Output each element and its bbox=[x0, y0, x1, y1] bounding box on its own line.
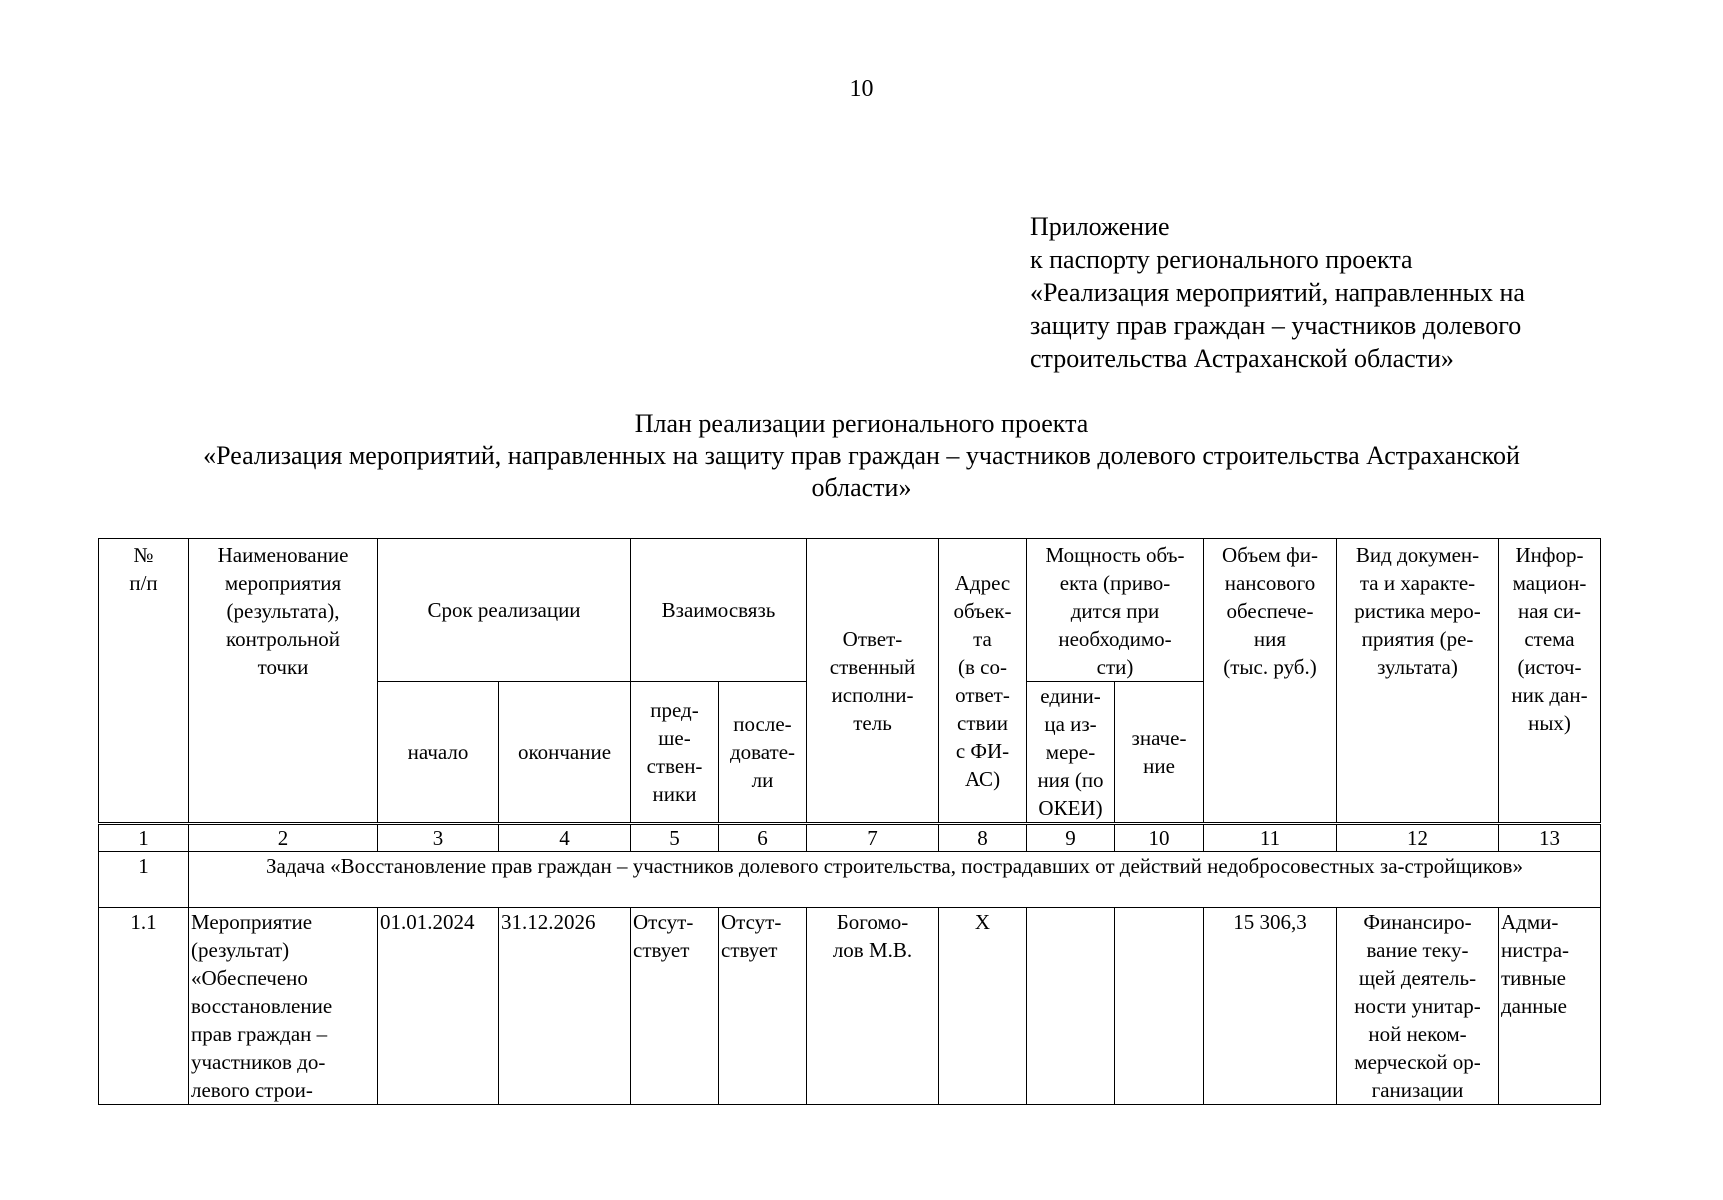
text-line: ристика меро- bbox=[1354, 599, 1481, 623]
header-name bbox=[189, 539, 378, 824]
text-line: исполни- bbox=[831, 682, 914, 707]
text-line: Финансиро- bbox=[1363, 910, 1472, 934]
header-info-system bbox=[1499, 539, 1601, 824]
column-number: 13 bbox=[1499, 824, 1601, 852]
text-line: Наименование bbox=[217, 543, 349, 567]
text-line: необходимо- bbox=[1058, 627, 1172, 651]
row-info-system bbox=[1499, 908, 1601, 1105]
text-line: приятия (ре- bbox=[1361, 627, 1474, 651]
text-line: ше- bbox=[658, 726, 691, 750]
row-finance: 15 306,3 bbox=[1204, 908, 1337, 1105]
text-line: тель bbox=[853, 710, 892, 735]
appendix-line: строительства Астраханской области» bbox=[1030, 344, 1454, 373]
text-line: Богомо- bbox=[836, 910, 909, 934]
text-line: щей деятель- bbox=[1358, 966, 1477, 990]
header-link-prev bbox=[631, 682, 719, 824]
text-line: ОКЕИ) bbox=[1038, 796, 1103, 820]
text-line: Объем фи- bbox=[1222, 543, 1318, 567]
plan-title bbox=[80, 408, 1643, 504]
text-line: (в со- bbox=[958, 654, 1007, 679]
text-line: ник дан- bbox=[1511, 683, 1588, 707]
plan-table bbox=[98, 538, 1601, 1105]
column-number: 1 bbox=[99, 824, 189, 852]
text-line: ответ- bbox=[955, 682, 1010, 707]
column-number: 4 bbox=[499, 824, 631, 852]
text-line: та bbox=[973, 626, 992, 651]
text-line: ная си- bbox=[1517, 599, 1582, 623]
text-line: (результат) bbox=[191, 938, 290, 962]
text-line: Инфор- bbox=[1515, 543, 1584, 567]
text-line: зультата) bbox=[1377, 655, 1458, 679]
text-line: АС) bbox=[964, 766, 1001, 791]
text-line: Адрес bbox=[954, 570, 1011, 595]
header-term-start: начало bbox=[378, 682, 499, 824]
text-line: ствии bbox=[957, 710, 1008, 735]
text-line: (тыс. руб.) bbox=[1223, 655, 1317, 679]
row-end: 31.12.2026 bbox=[499, 908, 631, 1105]
row-name bbox=[189, 908, 378, 1105]
appendix-block bbox=[1030, 210, 1670, 375]
text-line: восстановление bbox=[191, 994, 333, 1018]
appendix-line: защиту прав граждан – участников долевого bbox=[1030, 311, 1522, 340]
text-line: ние bbox=[1143, 754, 1175, 778]
row-cap-value bbox=[1115, 908, 1204, 1105]
text-line: Вид докумен- bbox=[1355, 543, 1480, 567]
column-number: 8 bbox=[939, 824, 1027, 852]
appendix-line: «Реализация мероприятий, направленных на bbox=[1030, 278, 1525, 307]
appendix-line: Приложение bbox=[1030, 212, 1170, 241]
text-line: стема bbox=[1524, 627, 1575, 651]
text-line: Мероприятие bbox=[191, 910, 313, 934]
column-number: 10 bbox=[1115, 824, 1204, 852]
text-line: ния bbox=[1253, 627, 1287, 651]
text-line: обеспече- bbox=[1226, 599, 1314, 623]
text-line: Мощность объ- bbox=[1045, 543, 1185, 567]
text-line: екта (приво- bbox=[1059, 571, 1171, 595]
header-term-end: окончание bbox=[499, 682, 631, 824]
task-num: 1 bbox=[99, 852, 189, 908]
row-address: X bbox=[939, 908, 1027, 1105]
header-link-next bbox=[719, 682, 807, 824]
text-line: Отсут- bbox=[633, 910, 694, 934]
text-line: № bbox=[133, 543, 154, 567]
column-number: 3 bbox=[378, 824, 499, 852]
text-line: мероприятия bbox=[224, 571, 342, 595]
plan-title-line: области» bbox=[811, 473, 912, 502]
text-line: после- bbox=[733, 712, 792, 736]
appendix-line: к паспорту регионального проекта bbox=[1030, 245, 1413, 274]
text-line: мерческой ор- bbox=[1354, 1050, 1481, 1074]
header-term: Срок реализации bbox=[378, 539, 631, 682]
text-line: пред- bbox=[650, 698, 699, 722]
row-responsible bbox=[807, 908, 939, 1105]
row-prev bbox=[631, 908, 719, 1105]
column-number: 5 bbox=[631, 824, 719, 852]
row-next bbox=[719, 908, 807, 1105]
text-line: Отсут- bbox=[721, 910, 782, 934]
plan-title-line: План реализации регионального проекта bbox=[634, 409, 1089, 438]
text-line: дится при bbox=[1070, 599, 1160, 623]
text-line: точки bbox=[257, 655, 309, 679]
row-num: 1.1 bbox=[99, 908, 189, 1105]
text-line: с ФИ- bbox=[955, 738, 1010, 763]
header-cap-value bbox=[1115, 682, 1204, 824]
text-line: Ответ- bbox=[842, 626, 903, 651]
column-number: 11 bbox=[1204, 824, 1337, 852]
text-line: ствен- bbox=[646, 754, 703, 778]
text-line: тивные bbox=[1501, 966, 1566, 990]
text-line: едини- bbox=[1040, 684, 1101, 708]
text-line: ники bbox=[652, 782, 697, 806]
text-line: Адми- bbox=[1501, 910, 1559, 934]
row-start: 01.01.2024 bbox=[378, 908, 499, 1105]
text-line: ственный bbox=[829, 654, 916, 679]
column-number: 12 bbox=[1337, 824, 1499, 852]
header-capacity bbox=[1027, 539, 1204, 682]
text-line: сти) bbox=[1096, 655, 1134, 679]
text-line: контрольной bbox=[225, 627, 341, 651]
header-doc-type bbox=[1337, 539, 1499, 824]
text-line: прав граждан – bbox=[191, 1022, 328, 1046]
text-line: лов М.В. bbox=[832, 938, 913, 962]
text-line: ли bbox=[751, 768, 774, 792]
text-line: «Обеспечено bbox=[191, 966, 308, 990]
column-number: 9 bbox=[1027, 824, 1115, 852]
task-text: Задача «Восстановление прав граждан – участников долевого строительства, пострадавших от действий недобросовестных за-стройщиков» bbox=[189, 852, 1601, 908]
text-line: (источ- bbox=[1517, 655, 1582, 679]
text-line: ных) bbox=[1528, 711, 1571, 735]
header-num bbox=[99, 539, 189, 824]
text-line: ца из- bbox=[1044, 712, 1097, 736]
text-line: мацион- bbox=[1512, 571, 1587, 595]
row-cap-unit bbox=[1027, 908, 1115, 1105]
text-line: участников до- bbox=[191, 1050, 326, 1074]
text-line: довате- bbox=[729, 740, 796, 764]
text-line: ности унитар- bbox=[1354, 994, 1481, 1018]
row-doc-type bbox=[1337, 908, 1499, 1105]
header-finance bbox=[1204, 539, 1337, 824]
plan-title-line: «Реализация мероприятий, направленных на защиту прав граждан – участников долевого строительства Астраханской bbox=[203, 441, 1520, 470]
header-link: Взаимосвязь bbox=[631, 539, 807, 682]
text-line: мере- bbox=[1045, 740, 1096, 764]
column-number: 2 bbox=[189, 824, 378, 852]
header-cap-unit bbox=[1027, 682, 1115, 824]
text-line: значе- bbox=[1131, 726, 1187, 750]
text-line: п/п bbox=[129, 571, 158, 595]
text-line: ния (по bbox=[1037, 768, 1104, 792]
text-line: ной неком- bbox=[1368, 1022, 1467, 1046]
column-number: 6 bbox=[719, 824, 807, 852]
text-line: нистра- bbox=[1501, 938, 1570, 962]
text-line: данные bbox=[1501, 994, 1567, 1018]
header-address bbox=[939, 539, 1027, 824]
text-line: ствует bbox=[721, 938, 778, 962]
text-line: вание теку- bbox=[1366, 938, 1469, 962]
text-line: левого строи- bbox=[191, 1078, 313, 1102]
text-line: та и характе- bbox=[1359, 571, 1476, 595]
text-line: нансового bbox=[1224, 571, 1316, 595]
text-line: ствует bbox=[633, 938, 690, 962]
page-number: 10 bbox=[849, 76, 874, 102]
text-line: ганизации bbox=[1371, 1078, 1464, 1102]
header-responsible bbox=[807, 539, 939, 824]
text-line: объек- bbox=[953, 598, 1012, 623]
text-line: (результата), bbox=[226, 599, 340, 623]
column-number: 7 bbox=[807, 824, 939, 852]
